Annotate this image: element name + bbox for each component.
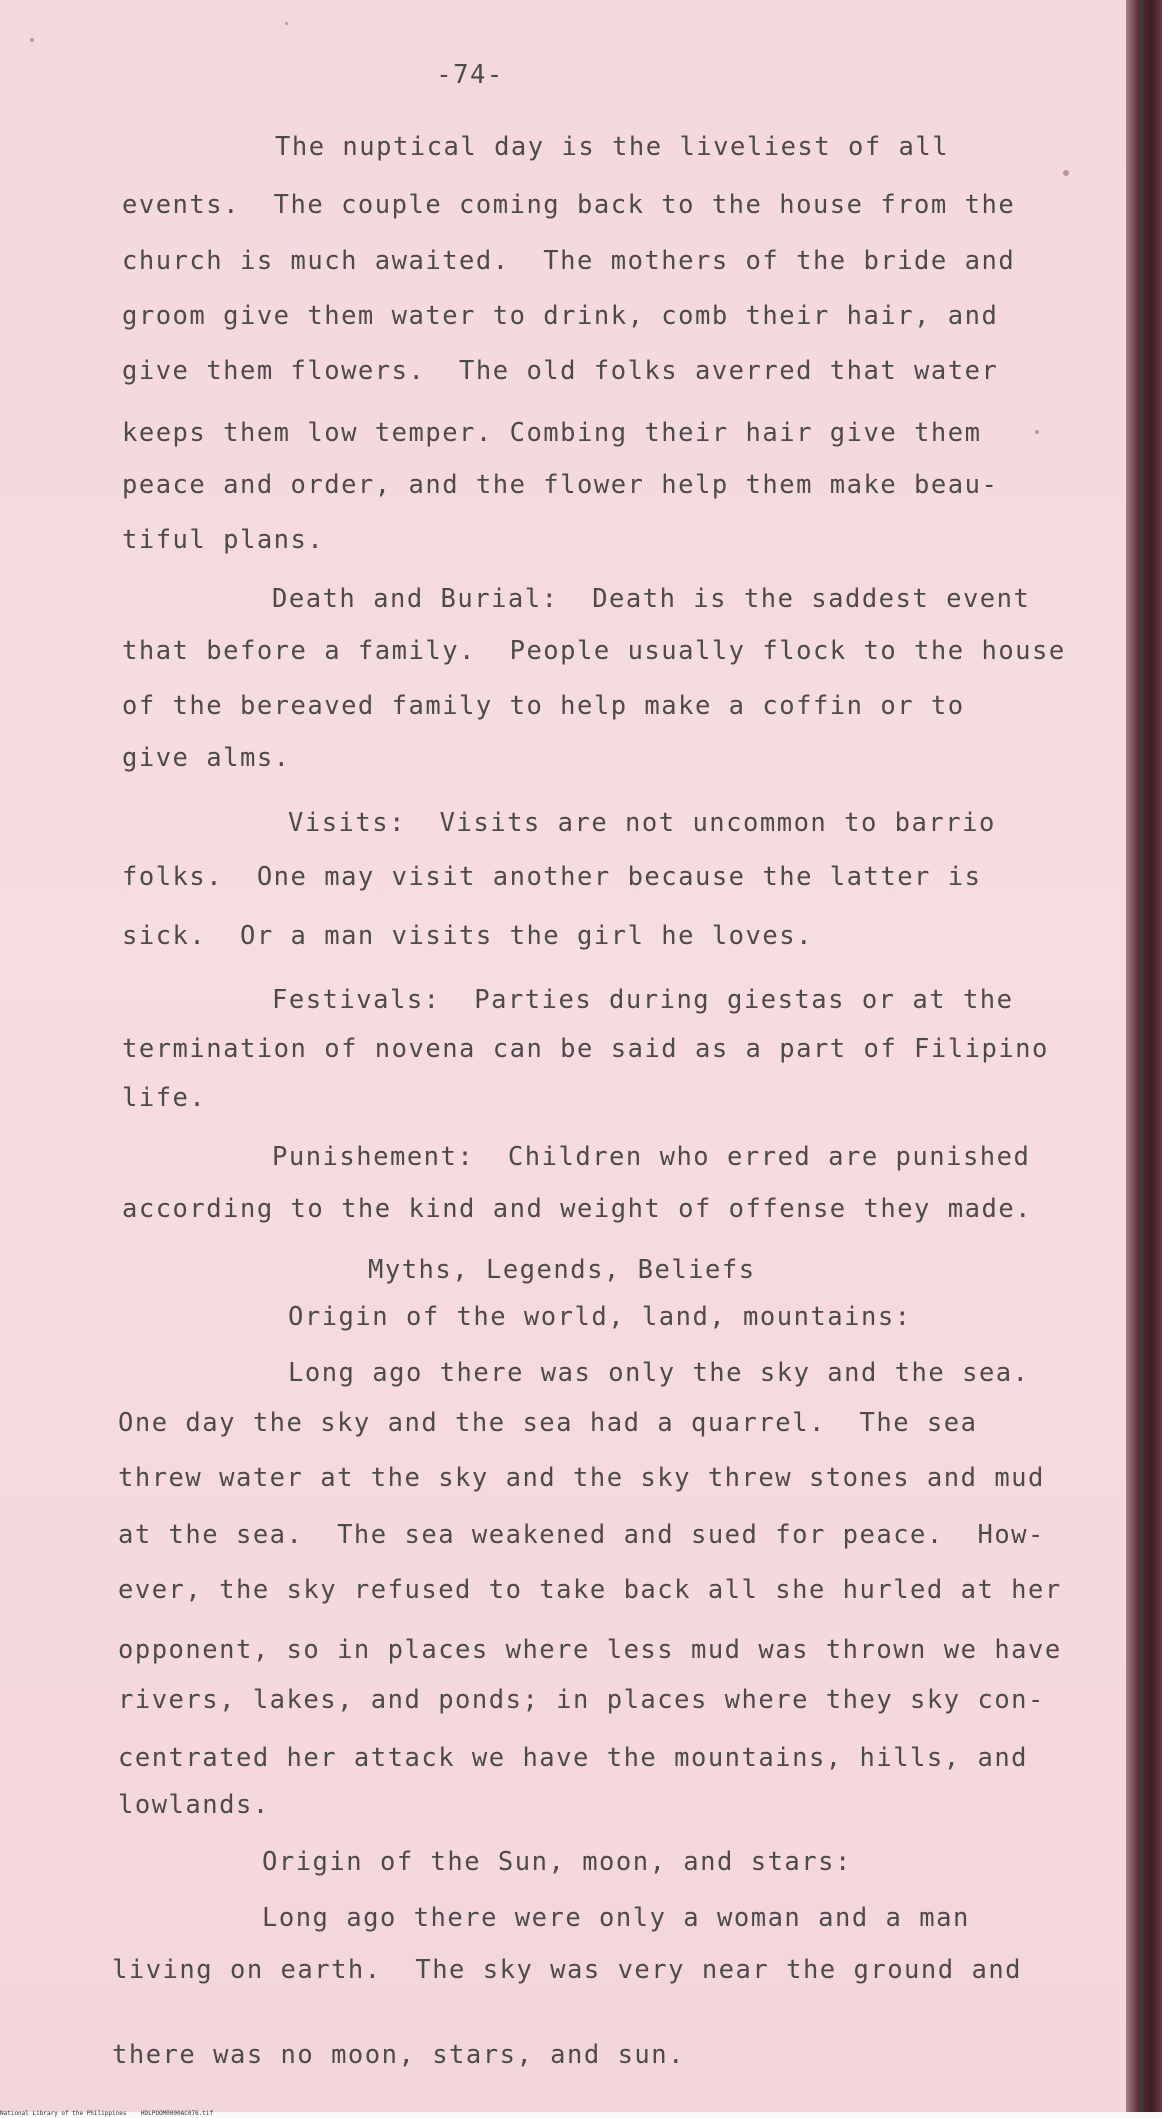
text-line: that before a family. People usually flock to the house bbox=[122, 636, 1066, 666]
text-line: events. The couple coming back to the house from the bbox=[122, 190, 1016, 220]
text-line: termination of novena can be said as a part of Filipino bbox=[122, 1034, 1049, 1064]
text-line: The nuptical day is the liveliest of all bbox=[275, 132, 950, 162]
book-binding-edge bbox=[1126, 0, 1162, 2112]
text-line: Festivals: Parties during giestas or at the bbox=[272, 985, 1014, 1015]
text-line: give them flowers. The old folks averred that water bbox=[122, 356, 999, 386]
text-line: folks. One may visit another because the latter is bbox=[122, 862, 982, 892]
text-line: threw water at the sky and the sky threw stones and mud bbox=[118, 1463, 1045, 1493]
text-line: tiful plans. bbox=[122, 525, 325, 555]
section-subheading: Origin of the Sun, moon, and stars: bbox=[262, 1847, 852, 1877]
scan-footer: National Library of the Philippines HDLPOOM0000AC076.tif bbox=[0, 2110, 214, 2117]
text-line: Death and Burial: Death is the saddest event bbox=[272, 584, 1031, 614]
text-line: peace and order, and the flower help them make beau- bbox=[122, 470, 999, 500]
text-line: according to the kind and weight of offense they made. bbox=[122, 1194, 1033, 1224]
text-line: keeps them low temper. Combing their hair give them bbox=[122, 418, 982, 448]
paper-speck bbox=[1035, 430, 1039, 434]
text-line: give alms. bbox=[122, 743, 291, 773]
paper-speck bbox=[285, 22, 288, 25]
page-number: -74- bbox=[436, 60, 504, 90]
section-heading: Myths, Legends, Beliefs bbox=[368, 1255, 756, 1285]
text-line: Long ago there were only a woman and a man bbox=[262, 1903, 970, 1933]
text-line: rivers, lakes, and ponds; in places where they sky con- bbox=[118, 1685, 1045, 1715]
binding-stripe bbox=[1140, 0, 1143, 2112]
text-line: Long ago there was only the sky and the sea. bbox=[288, 1358, 1030, 1388]
text-line: One day the sky and the sea had a quarrel. The sea bbox=[118, 1408, 978, 1438]
text-line: ever, the sky refused to take back all she hurled at her bbox=[118, 1575, 1062, 1605]
text-line: opponent, so in places where less mud was thrown we have bbox=[118, 1635, 1062, 1665]
text-line: sick. Or a man visits the girl he loves. bbox=[122, 921, 813, 951]
text-line: there was no moon, stars, and sun. bbox=[112, 2040, 685, 2070]
section-subheading: Origin of the world, land, mountains: bbox=[288, 1302, 912, 1332]
text-line: Visits: Visits are not uncommon to barrio bbox=[288, 808, 996, 838]
text-line: centrated her attack we have the mountains, hills, and bbox=[118, 1743, 1029, 1773]
text-line: life. bbox=[122, 1083, 207, 1113]
paper-speck bbox=[1063, 170, 1069, 176]
paper-speck bbox=[30, 38, 34, 42]
text-line: church is much awaited. The mothers of the bride and bbox=[122, 246, 1016, 276]
text-line: groom give them water to drink, comb their hair, and bbox=[122, 301, 999, 331]
text-line: Punishement: Children who erred are punished bbox=[272, 1142, 1031, 1172]
text-line: at the sea. The sea weakened and sued for peace. How- bbox=[118, 1520, 1045, 1550]
text-line: of the bereaved family to help make a coffin or to bbox=[122, 691, 965, 721]
text-line: living on earth. The sky was very near the ground and bbox=[112, 1955, 1023, 1985]
text-line: lowlands. bbox=[118, 1790, 270, 1820]
